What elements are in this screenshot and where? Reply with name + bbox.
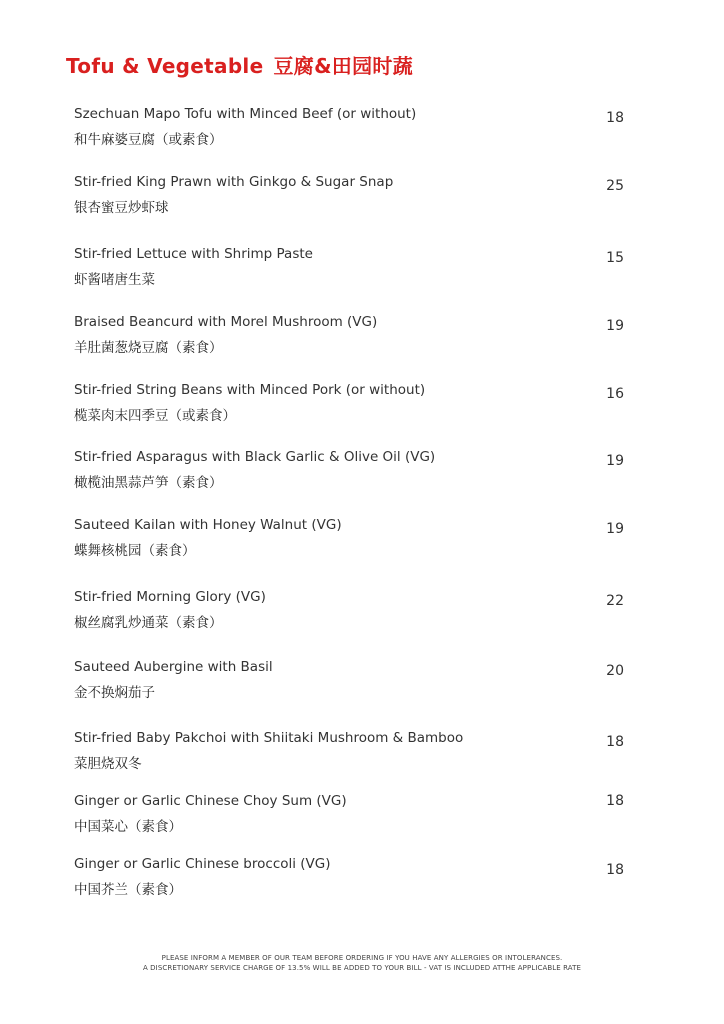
section-title	[66, 50, 413, 79]
dish-name-zh: 虾酱啫唐生菜	[74, 272, 155, 288]
dish-name-en: Braised Beancurd with Morel Mushroom (VG)	[74, 314, 378, 330]
section-title-en: Tofu & Vegetable	[66, 54, 264, 78]
section-title-zh: 豆腐&田园时蔬	[273, 54, 414, 78]
dish-name-zh: 羊肚菌葱烧豆腐（素食）	[74, 340, 223, 356]
dish-name-en: Szechuan Mapo Tofu with Minced Beef (or without)	[74, 106, 417, 122]
dish-name-en: Stir-fried King Prawn with Ginkgo & Sugar Snap	[74, 174, 394, 190]
dish-name-zh: 中国菜心（素食）	[74, 819, 182, 835]
dish-price: 18	[606, 734, 624, 750]
dish-price: 20	[606, 663, 624, 679]
dish-name-en: Stir-fried String Beans with Minced Pork (or without)	[74, 382, 426, 398]
menu-item	[74, 174, 634, 224]
dish-name-en: Sauteed Aubergine with Basil	[74, 659, 273, 675]
allergy-notice: PLEASE INFORM A MEMBER OF OUR TEAM BEFORE ORDERING IF YOU HAVE ANY ALLERGIES OR INTOLERANCES.	[161, 954, 563, 962]
dish-name-en: Sauteed Kailan with Honey Walnut (VG)	[74, 517, 342, 533]
dish-name-en: Stir-fried Asparagus with Black Garlic & Olive Oil (VG)	[74, 449, 436, 465]
dish-name-zh: 椒丝腐乳炒通菜（素食）	[74, 615, 223, 631]
dish-price: 18	[606, 793, 624, 809]
dish-name-en: Ginger or Garlic Chinese Choy Sum (VG)	[74, 793, 347, 809]
menu-item	[74, 449, 634, 499]
footer-notice	[0, 953, 724, 973]
menu-item	[74, 659, 634, 709]
dish-name-zh: 中国芥兰（素食）	[74, 882, 182, 898]
service-charge-notice: A DISCRETIONARY SERVICE CHARGE OF 13.5% WILL BE ADDED TO YOUR BILL - VAT IS INCLUDED ATTHE APPLICABLE RATE	[142, 964, 582, 972]
menu-item	[74, 314, 634, 364]
menu-item	[74, 517, 634, 567]
dish-name-zh: 金不换焖茄子	[74, 685, 155, 701]
menu-item	[74, 856, 634, 906]
dish-name-en: Stir-fried Morning Glory (VG)	[74, 589, 266, 605]
dish-price: 19	[606, 318, 624, 334]
dish-price: 22	[606, 593, 624, 609]
dish-name-en: Ginger or Garlic Chinese broccoli (VG)	[74, 856, 331, 872]
menu-item	[74, 793, 634, 843]
dish-name-zh: 蝶舞核桃园（素食）	[74, 543, 196, 559]
dish-name-zh: 银杏蜜豆炒虾球	[74, 200, 169, 216]
menu-item	[74, 106, 634, 156]
dish-name-zh: 和牛麻婆豆腐（或素食）	[74, 132, 223, 148]
dish-name-zh: 菜胆烧双冬	[74, 756, 142, 772]
dish-name-zh: 橄榄油黑蒜芦笋（素食）	[74, 475, 223, 491]
dish-name-zh: 榄菜肉末四季豆（或素食）	[74, 408, 236, 424]
dish-price: 18	[606, 862, 624, 878]
menu-item	[74, 730, 634, 780]
dish-price: 19	[606, 453, 624, 469]
dish-name-en: Stir-fried Lettuce with Shrimp Paste	[74, 246, 313, 262]
dish-price: 25	[606, 178, 624, 194]
dish-price: 19	[606, 521, 624, 537]
menu-item	[74, 382, 634, 432]
menu-item	[74, 246, 634, 296]
dish-price: 18	[606, 110, 624, 126]
dish-price: 15	[606, 250, 624, 266]
menu-item	[74, 589, 634, 639]
dish-price: 16	[606, 386, 624, 402]
dish-name-en: Stir-fried Baby Pakchoi with Shiitaki Mushroom & Bamboo	[74, 730, 464, 746]
